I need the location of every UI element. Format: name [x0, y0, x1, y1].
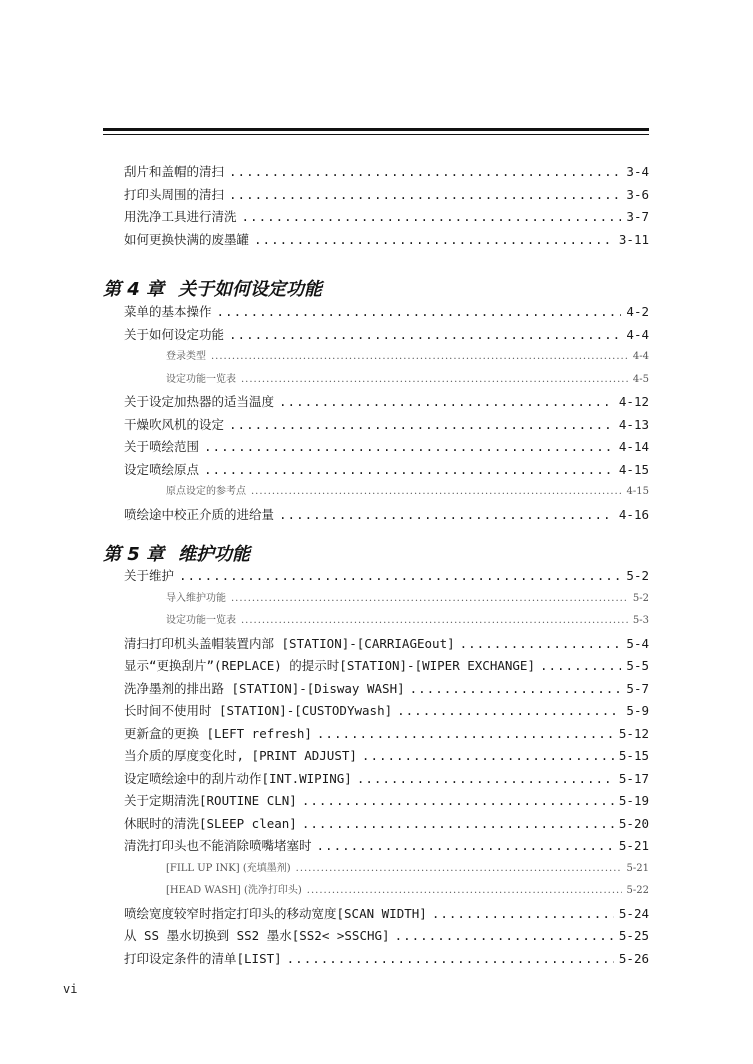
toc-entry-title: 关于定期清洗[ROUTINE CLN]	[124, 793, 297, 808]
toc-entry-title: 打印设定条件的清单[LIST]	[124, 950, 282, 966]
toc-entry-page: 4-12	[618, 394, 649, 409]
toc-entry[interactable]	[124, 415, 649, 435]
toc-entry-page: 4-5	[632, 373, 649, 385]
toc-entry[interactable]	[124, 437, 649, 457]
toc-entry[interactable]	[124, 325, 649, 345]
toc-entry-title: 关于维护	[124, 568, 175, 583]
toc-entry-page: 3-4	[626, 164, 649, 179]
chapter-title: 关于如何设定功能	[178, 279, 323, 300]
toc-entry[interactable]	[124, 185, 649, 205]
toc-leader-dots	[231, 589, 628, 609]
toc-leader-dots	[460, 634, 622, 654]
toc-entry-title: 喷绘宽度较窄时指定打印头的移动宽度[SCAN WIDTH]	[124, 905, 427, 921]
toc-entry[interactable]	[124, 634, 649, 654]
toc-leader-dots	[410, 679, 622, 699]
toc-leader-dots	[241, 611, 628, 631]
toc-entry-title: 设定功能一览表	[166, 373, 236, 385]
toc-entry-title: 原点设定的参考点	[166, 486, 246, 497]
toc-entry-page: 4-16	[618, 506, 649, 522]
toc-leader-dots	[217, 302, 622, 322]
chapter-heading[interactable]	[103, 540, 250, 566]
toc-entry-page: 4-2	[626, 304, 649, 319]
toc-entry-title: 清扫打印机头盖帽装置内部 [STATION]-[CARRIAGEout]	[124, 635, 455, 651]
toc-entry[interactable]	[124, 230, 649, 250]
toc-entry-title: 导入维护功能	[166, 592, 226, 604]
toc-entry-title: 喷绘途中校正介质的进给量	[124, 506, 275, 522]
toc-entry-title: 关于喷绘范围	[124, 439, 200, 454]
toc-entry-title: 更新盒的更换 [LEFT refresh]	[124, 725, 312, 741]
toc-leader-dots	[307, 881, 622, 901]
toc-entry-page: 5-20	[618, 815, 649, 831]
header-rule-thin	[103, 134, 649, 135]
toc-entry-title: 设定喷绘原点	[124, 461, 200, 477]
toc-entry-title: 洗净墨剂的排出路 [STATION]-[Disway WASH]	[124, 680, 405, 696]
toc-entry-page: 5-3	[632, 615, 649, 626]
toc-entry-page: 5-24	[618, 905, 649, 921]
toc-entry-page: 5-4	[626, 635, 649, 651]
toc-entry-title: 刮片和盖帽的清扫	[124, 164, 225, 179]
toc-leader-dots	[229, 185, 621, 205]
toc-entry[interactable]	[124, 392, 649, 412]
toc-leader-dots	[242, 207, 622, 227]
toc-entry[interactable]	[124, 302, 649, 322]
toc-entry-title: 登录类型	[166, 351, 206, 362]
toc-subentry[interactable]	[166, 482, 649, 502]
toc-entry-page: 5-5	[626, 658, 649, 673]
toc-leader-dots	[317, 724, 614, 744]
toc-entry-page: 5-2	[632, 592, 649, 604]
toc-leader-dots	[229, 415, 614, 435]
toc-entry-page: 5-17	[618, 770, 649, 786]
toc-entry-title: [HEAD WASH] (洗净打印头)	[166, 885, 302, 896]
toc-entry-page: 4-4	[626, 326, 649, 342]
toc-leader-dots	[395, 926, 614, 946]
toc-entry-title: 长时间不使用时 [STATION]-[CUSTODYwash]	[124, 703, 393, 718]
chapter-number: 第 5 章	[103, 544, 165, 565]
toc-entry-title: 打印头周围的清扫	[124, 186, 225, 202]
toc-leader-dots	[287, 949, 614, 969]
toc-leader-dots	[254, 230, 614, 250]
toc-leader-dots	[179, 566, 621, 586]
toc-entry-title: 菜单的基本操作	[124, 304, 212, 319]
toc-entry-page: 5-21	[618, 838, 649, 853]
toc-subentry[interactable]	[166, 347, 649, 367]
toc-entry-page: 3-11	[618, 231, 649, 247]
toc-entry-title: 显示“更换刮片”(REPLACE) 的提示时[STATION]-[WIPER EXCHANGE]	[124, 658, 535, 673]
toc-leader-dots	[362, 746, 614, 766]
page-number-footer: vi	[63, 982, 78, 996]
toc-leader-dots	[317, 836, 614, 856]
toc-leader-dots	[432, 904, 614, 924]
toc-entry-title: 当介质的厚度变化时, [PRINT ADJUST]	[124, 748, 357, 763]
toc-entry[interactable]	[124, 814, 649, 834]
toc-entry-page: 5-22	[626, 885, 649, 896]
toc-entry-title: 干燥吹风机的设定	[124, 416, 225, 432]
toc-entry-title: 从 SS 墨水切换到 SS2 墨水[SS2< >SSCHG]	[124, 928, 390, 943]
toc-entry-page: 5-7	[626, 680, 649, 696]
toc-entry[interactable]	[124, 656, 649, 676]
toc-entry[interactable]	[124, 724, 649, 744]
chapter-number: 第 4 章	[103, 279, 165, 300]
header-rule-thick	[103, 128, 649, 131]
toc-entry-title: 设定喷绘途中的刮片动作[INT.WIPING]	[124, 770, 352, 786]
toc-entry-page: 4-15	[618, 461, 649, 477]
toc-leader-dots	[296, 859, 622, 879]
toc-entry-page: 4-14	[618, 439, 649, 454]
toc-entry[interactable]	[124, 162, 649, 182]
toc-leader-dots	[357, 769, 614, 789]
toc-entry[interactable]	[124, 836, 649, 856]
toc-leader-dots	[540, 656, 621, 676]
toc-entry-page: 4-15	[626, 486, 649, 497]
toc-leader-dots	[211, 347, 628, 367]
toc-entry-page: 5-21	[626, 862, 649, 874]
chapter-title: 维护功能	[178, 544, 251, 565]
toc-entry[interactable]	[124, 505, 649, 525]
toc-subentry[interactable]	[166, 589, 649, 609]
toc-entry-title: 休眠时的清洗[SLEEP clean]	[124, 815, 297, 831]
toc-entry-page: 5-19	[618, 793, 649, 808]
toc-leader-dots	[204, 460, 614, 480]
toc-entry-title: [FILL UP INK] (充填墨剂)	[166, 862, 291, 874]
toc-leader-dots	[204, 437, 614, 457]
toc-entry[interactable]	[124, 904, 649, 924]
toc-subentry[interactable]	[166, 881, 649, 901]
toc-leader-dots	[251, 482, 622, 502]
toc-entry-page: 5-26	[618, 950, 649, 966]
toc-entry-page: 5-2	[626, 568, 649, 583]
toc-entry-page: 5-9	[626, 703, 649, 718]
toc-entry[interactable]	[124, 701, 649, 721]
toc-leader-dots	[279, 392, 614, 412]
toc-entry-page: 4-13	[618, 416, 649, 432]
toc-entry-page: 3-7	[626, 209, 649, 224]
toc-leader-dots	[229, 325, 621, 345]
toc-entry-title: 关于如何设定功能	[124, 326, 225, 342]
toc-entry[interactable]	[124, 566, 649, 586]
toc-entry-title: 关于设定加热器的适当温度	[124, 394, 275, 409]
toc-entry-page: 3-6	[626, 186, 649, 202]
toc-entry-page: 4-4	[632, 351, 649, 362]
toc-entry-page: 5-25	[618, 928, 649, 943]
toc-entry-title: 用洗净工具进行清洗	[124, 209, 237, 224]
toc-leader-dots	[397, 701, 621, 721]
toc-entry-page: 5-12	[618, 725, 649, 741]
toc-entry[interactable]	[124, 769, 649, 789]
toc-leader-dots	[302, 791, 614, 811]
toc-entry-page: 5-15	[618, 748, 649, 763]
toc-entry[interactable]	[124, 746, 649, 766]
chapter-heading[interactable]	[103, 275, 322, 301]
toc-leader-dots	[279, 505, 614, 525]
toc-entry[interactable]	[124, 679, 649, 699]
toc-entry[interactable]	[124, 949, 649, 969]
toc-leader-dots	[302, 814, 614, 834]
toc-entry[interactable]	[124, 460, 649, 480]
toc-entry-title: 如何更换快满的废墨罐	[124, 231, 250, 247]
toc-entry-title: 设定功能一览表	[166, 615, 236, 626]
toc-leader-dots	[241, 370, 628, 390]
toc-subentry[interactable]	[166, 611, 649, 631]
toc-leader-dots	[229, 162, 621, 182]
toc-entry[interactable]	[124, 207, 649, 227]
toc-subentry[interactable]	[166, 859, 649, 879]
toc-entry[interactable]	[124, 926, 649, 946]
toc-entry-title: 清洗打印头也不能消除喷嘴堵塞时	[124, 838, 312, 853]
toc-entry[interactable]	[124, 791, 649, 811]
toc-subentry[interactable]	[166, 370, 649, 390]
